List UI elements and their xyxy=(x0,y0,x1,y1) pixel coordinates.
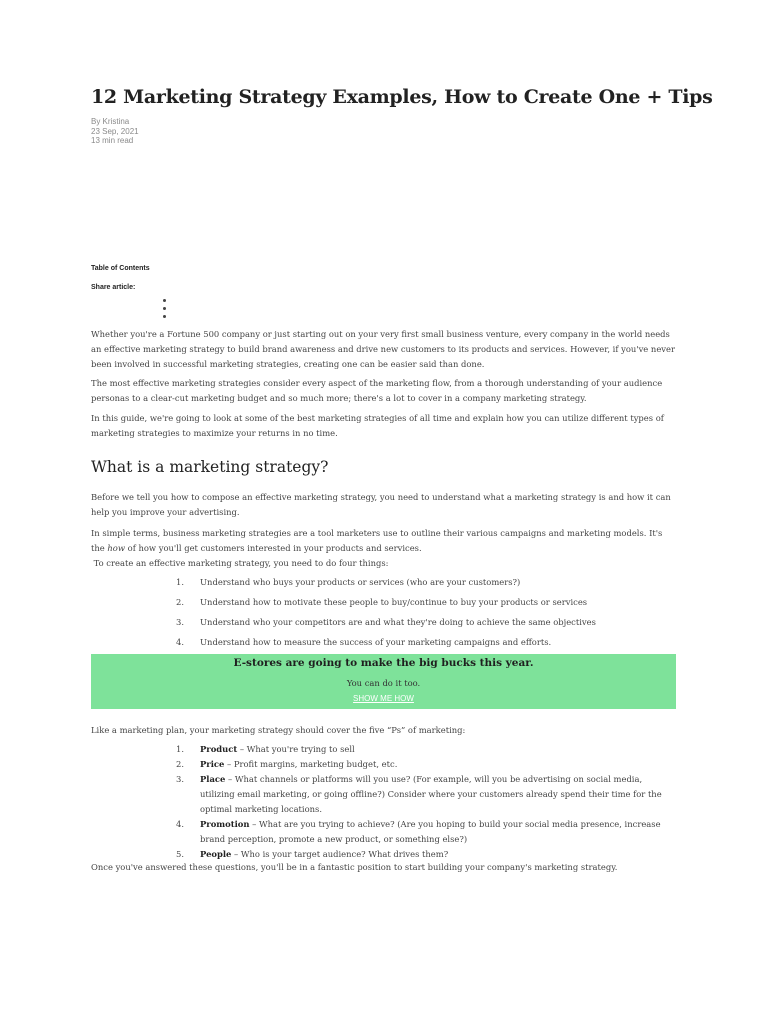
list-text: Understand how to motivate these people to buy/continue to buy your products or services xyxy=(200,597,588,607)
ps-outro-paragraph: Once you've answered these questions, you'll be in a fantastic position to start building your company's marketing strategy. xyxy=(91,862,618,872)
list-term: Product xyxy=(200,744,238,754)
list-term: Promotion xyxy=(200,819,250,829)
cta-heading: E-stores are going to make the big bucks this year. xyxy=(233,657,534,669)
list-text: – Profit margins, marketing budget, etc. xyxy=(224,759,398,769)
text-span: of how you'll get customers interested in your products and services. xyxy=(125,543,422,553)
list-number: 5. xyxy=(176,849,184,859)
list-number: 1. xyxy=(176,577,184,587)
list-number: 3. xyxy=(176,774,184,784)
section-paragraph xyxy=(91,526,677,556)
steps-list xyxy=(91,575,677,655)
list-text: – What channels or platforms will you use? (For example, will you be advertising on social media, utilizing email marketing, or going offline?) Consider where your customers already spend their time for the optimal marketing locations. xyxy=(200,774,662,814)
list-number: 2. xyxy=(176,759,184,769)
cta-subtext: You can do it too. xyxy=(346,678,421,688)
list-number: 3. xyxy=(176,617,184,627)
author-byline: By Kristina xyxy=(91,117,130,126)
intro-paragraph: In this guide, we're going to look at some of the best marketing strategies of all time and explain how you can utilize different types of marketing strategies to maximize your returns in no time. xyxy=(91,413,664,438)
section-paragraph xyxy=(91,556,677,571)
list-text: – Who is your target audience? What drives them? xyxy=(231,849,449,859)
share-dot-icon[interactable] xyxy=(163,315,166,318)
list-item xyxy=(91,615,677,630)
list-item xyxy=(91,772,677,817)
list-item xyxy=(91,817,677,847)
ps-intro-paragraph: Like a marketing plan, your marketing strategy should cover the five “Ps” of marketing: xyxy=(91,725,466,735)
table-of-contents-toggle[interactable]: Table of Contents xyxy=(91,265,150,272)
list-item xyxy=(91,595,677,610)
list-term: Place xyxy=(200,774,226,784)
list-number: 2. xyxy=(176,597,184,607)
list-number: 1. xyxy=(176,744,184,754)
text-span: In simple terms, business marketing strategies are a tool marketers use to outline their various campaigns and marketing models. It's the xyxy=(91,528,663,553)
show-me-how-link[interactable]: SHOW ME HOW xyxy=(353,694,414,703)
five-ps-list xyxy=(91,742,677,862)
cta-banner xyxy=(91,654,676,709)
article-title: 12 Marketing Strategy Examples, How to Create One + Tips xyxy=(91,86,713,108)
share-dot-icon[interactable] xyxy=(163,307,166,310)
publish-date: 23 Sep, 2021 xyxy=(91,126,139,136)
text-span: To create an effective marketing strategy, you need to do four things: xyxy=(93,558,389,568)
list-text: – What are you trying to achieve? (Are you hoping to build your social media presence, increase brand perception, promote a new product, or something else?) xyxy=(200,819,661,844)
article-meta xyxy=(91,117,139,146)
section-heading: What is a marketing strategy? xyxy=(91,458,329,476)
list-item xyxy=(91,635,677,650)
list-number: 4. xyxy=(176,637,184,647)
section-paragraph: Before we tell you how to compose an effective marketing strategy, you need to understand what a marketing strategy is and how it can help you improve your advertising. xyxy=(91,492,671,517)
list-item xyxy=(91,757,677,772)
list-number: 4. xyxy=(176,819,184,829)
list-text: Understand how to measure the success of your marketing campaigns and efforts. xyxy=(200,637,552,647)
list-item xyxy=(91,742,677,757)
read-time: 13 min read xyxy=(91,136,134,145)
list-term: People xyxy=(200,849,232,859)
list-text: Understand who your competitors are and what they're doing to achieve the same objectives xyxy=(200,617,596,627)
list-term: Price xyxy=(200,759,225,769)
intro-paragraph: The most effective marketing strategies consider every aspect of the marketing flow, from a thorough understanding of your audience personas to a clear-cut marketing budget and so much more; there's a lot to cover in a company marketing strategy. xyxy=(91,378,663,403)
share-dot-icon[interactable] xyxy=(163,299,166,302)
share-links xyxy=(163,299,171,323)
emphasis-text: how xyxy=(107,543,125,553)
list-text: – What you're trying to sell xyxy=(237,744,355,754)
intro-paragraph: Whether you're a Fortune 500 company or just starting out on your very first small business venture, every company in the world needs an effective marketing strategy to build brand awareness and drive new customers to its products and services. However, if you've never been involved in successful marketing strategies, creating one can be easier said than done. xyxy=(91,329,675,369)
list-text: Understand who buys your products or services (who are your customers?) xyxy=(200,577,521,587)
share-article-label: Share article: xyxy=(91,284,136,291)
list-item xyxy=(91,575,677,590)
